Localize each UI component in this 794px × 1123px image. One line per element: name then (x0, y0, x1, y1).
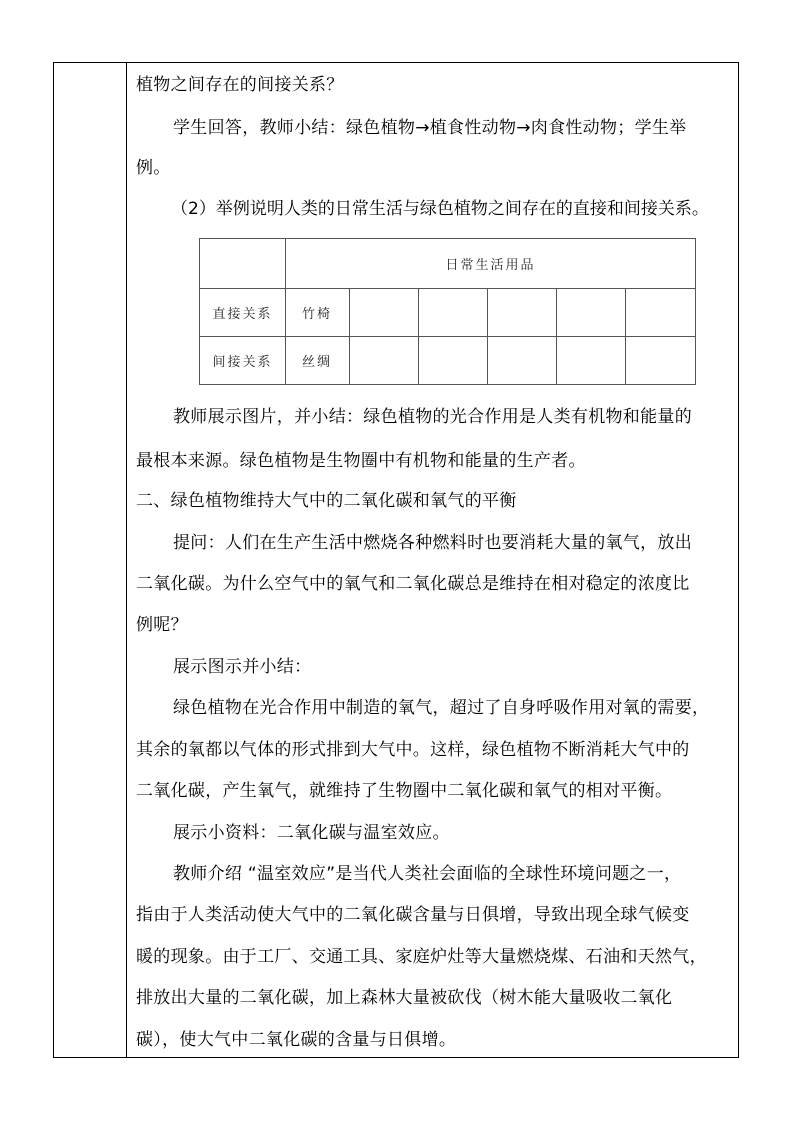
paragraph-line: 暖的现象。由于工厂、交通工具、家庭炉灶等大量燃烧煤、石油和天然气， (136, 947, 707, 967)
paragraph-line: 例。 (136, 158, 171, 178)
column-divider (126, 62, 127, 1058)
section-heading: 二、绿色植物维持大气中的二氧化碳和氧气的平衡 (136, 491, 517, 511)
table-cell (350, 289, 419, 337)
paragraph-line: 提问：人们在生产生活中燃烧各种燃料时也要消耗大量的氧气，放出 (173, 533, 692, 553)
table-cell (419, 337, 488, 385)
paragraph-line: 二氧化碳，产生氧气，就维持了生物圈中二氧化碳和氧气的相对平衡。 (136, 781, 673, 801)
table-header-cell: 日常生活用品 (286, 239, 696, 289)
paragraph-line: 其余的氧都以气体的形式排到大气中。这样，绿色植物不断消耗大气中的 (136, 740, 690, 760)
table-cell: 竹椅 (286, 289, 350, 337)
table-cell (419, 289, 488, 337)
paragraph-line: 展示小资料：二氧化碳与温室效应。 (173, 823, 450, 843)
paragraph-line: 绿色植物在光合作用中制造的氧气，超过了自身呼吸作用对氧的需要， (173, 698, 710, 718)
paragraph-line: 碳），使大气中二氧化碳的含量与日俱增。 (136, 1030, 457, 1050)
paragraph-line: 学生回答，教师小结：绿色植物→植食性动物→肉食性动物；学生举 (173, 118, 687, 138)
row-label-indirect: 间接关系 (200, 337, 286, 385)
table-cell: 丝绸 (286, 337, 350, 385)
paragraph-line: （2）举例说明人类的日常生活与绿色植物之间存在的直接和间接关系。 (171, 199, 709, 219)
paragraph-line: 排放出大量的二氧化碳，加上森林大量被砍伐（树木能大量吸收二氧化 (136, 988, 673, 1008)
table-cell (488, 289, 557, 337)
paragraph-line: 二氧化碳。为什么空气中的氧气和二氧化碳总是维持在相对稳定的浓度比 (136, 574, 690, 594)
paragraph-line: 展示图示并小结： (173, 657, 312, 677)
paragraph-line: 最根本来源。绿色植物是生物圈中有机物和能量的生产者。 (136, 451, 586, 471)
paragraph-line: 指由于人类活动使大气中的二氧化碳含量与日俱增，导致出现全球气候变 (136, 905, 690, 925)
table-cell (626, 337, 696, 385)
table-cell (488, 337, 557, 385)
paragraph-line: 教师展示图片，并小结：绿色植物的光合作用是人类有机物和能量的 (173, 407, 692, 427)
daily-items-table (199, 238, 696, 385)
table-cell (626, 289, 696, 337)
paragraph-line: 教师介绍 “温室效应”是当代人类社会面临的全球性环境问题之一， (173, 864, 682, 884)
table-corner-cell (200, 239, 286, 289)
paragraph-line: 例呢？ (136, 615, 188, 635)
row-label-direct: 直接关系 (200, 289, 286, 337)
table-cell (557, 289, 626, 337)
table-cell (557, 337, 626, 385)
paragraph-line: 植物之间存在的间接关系？ (136, 75, 344, 95)
table-cell (350, 337, 419, 385)
